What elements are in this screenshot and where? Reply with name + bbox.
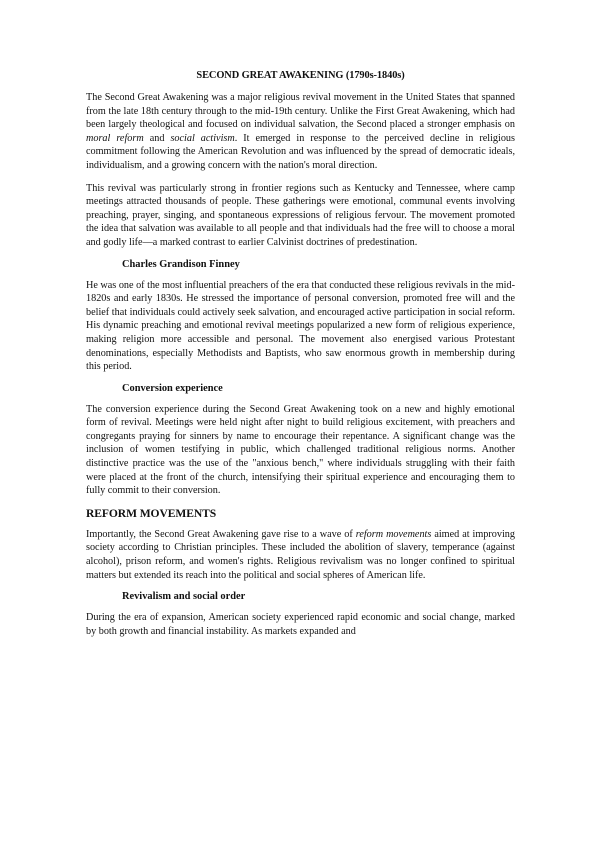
subheading-finney: Charles Grandison Finney (122, 258, 240, 270)
paragraph-expansion: During the era of expansion, American society experienced rapid economic and social change, marked by both growth and financial instability. As markets expanded and (86, 612, 515, 637)
emphasis-moral-reform: moral reform (86, 132, 144, 144)
subheading-revivalism: Revivalism and social order (122, 591, 246, 603)
emphasis-social-activism: social activism (170, 132, 235, 144)
subheading-conversion: Conversion experience (122, 382, 223, 394)
emphasis-reform-movements: reform movements (355, 528, 432, 540)
paragraph-intro: The Second Great Awakening was a major religious revival movement in the United States that spanned from the late 18th century through to the mid-19th century. Unlike the First Great Awakening, which had been largely theological and focused on individual salvation, the Second placed a stronger emphasis on moral reform and social activism. It emerged in response to the perceived decline in religious commitment following the American Revolution and was influenced by the spread of democratic ideals, individualism, and a growing concern with the nation's moral direction. (86, 92, 515, 171)
section-heading-reform: REFORM MOVEMENTS (86, 506, 217, 520)
document-body (86, 70, 515, 647)
paragraph-conversion: The conversion experience during the Second Great Awakening took on a new and highly emotional form of revival. Meetings were held night after night to build religious excitement, with preachers and congregants praying for sinners by name to encourage their repentance. A significant change was the inclusion of women testifying in public, which challenged traditional religious norms. Another distinctive practice was the use of the "anxious bench," where individuals struggling with their faith were placed at the front of the church, intensifying their spiritual experience and encouraging them to fully commit to their conversion. (86, 403, 515, 497)
paragraph-reform: Importantly, the Second Great Awakening gave rise to a wave of reform movements aimed at improving society according to Christian principles. These included the abolition of slavery, temperance (against alcohol), prison reform, and women's rights. Religious revivalism was no longer confined to spiritual matters but extended its reach into the political and social spheres of American life. (86, 528, 515, 581)
document-title: SECOND GREAT AWAKENING (1790s-1840s) (196, 70, 405, 81)
paragraph-frontier-revival: This revival was particularly strong in frontier regions such as Kentucky and Tennessee, where camp meetings attracted thousands of people. These gatherings were emotional, communal events involving preaching, prayer, singing, and spontaneous expressions of religious fervour. The movement promoted the idea that salvation was available to all people and that individuals had the free will to choose a moral and godly life—a marked contrast to earlier Calvinist doctrines of predestination. (86, 182, 515, 248)
paragraph-finney: He was one of the most influential preachers of the era that conducted these religious revivals in the mid-1820s and early 1830s. He stressed the importance of personal conversion, promoted free will and the belief that individuals could actively seek salvation, and encouraged active participation in social reform. His dynamic preaching and emotional revival meetings popularized a new form of religious experience, making religion more accessible and personal. The movement also energised various Protestant denominations, especially Methodists and Baptists, who saw enormous growth in membership during this period. (86, 279, 515, 373)
